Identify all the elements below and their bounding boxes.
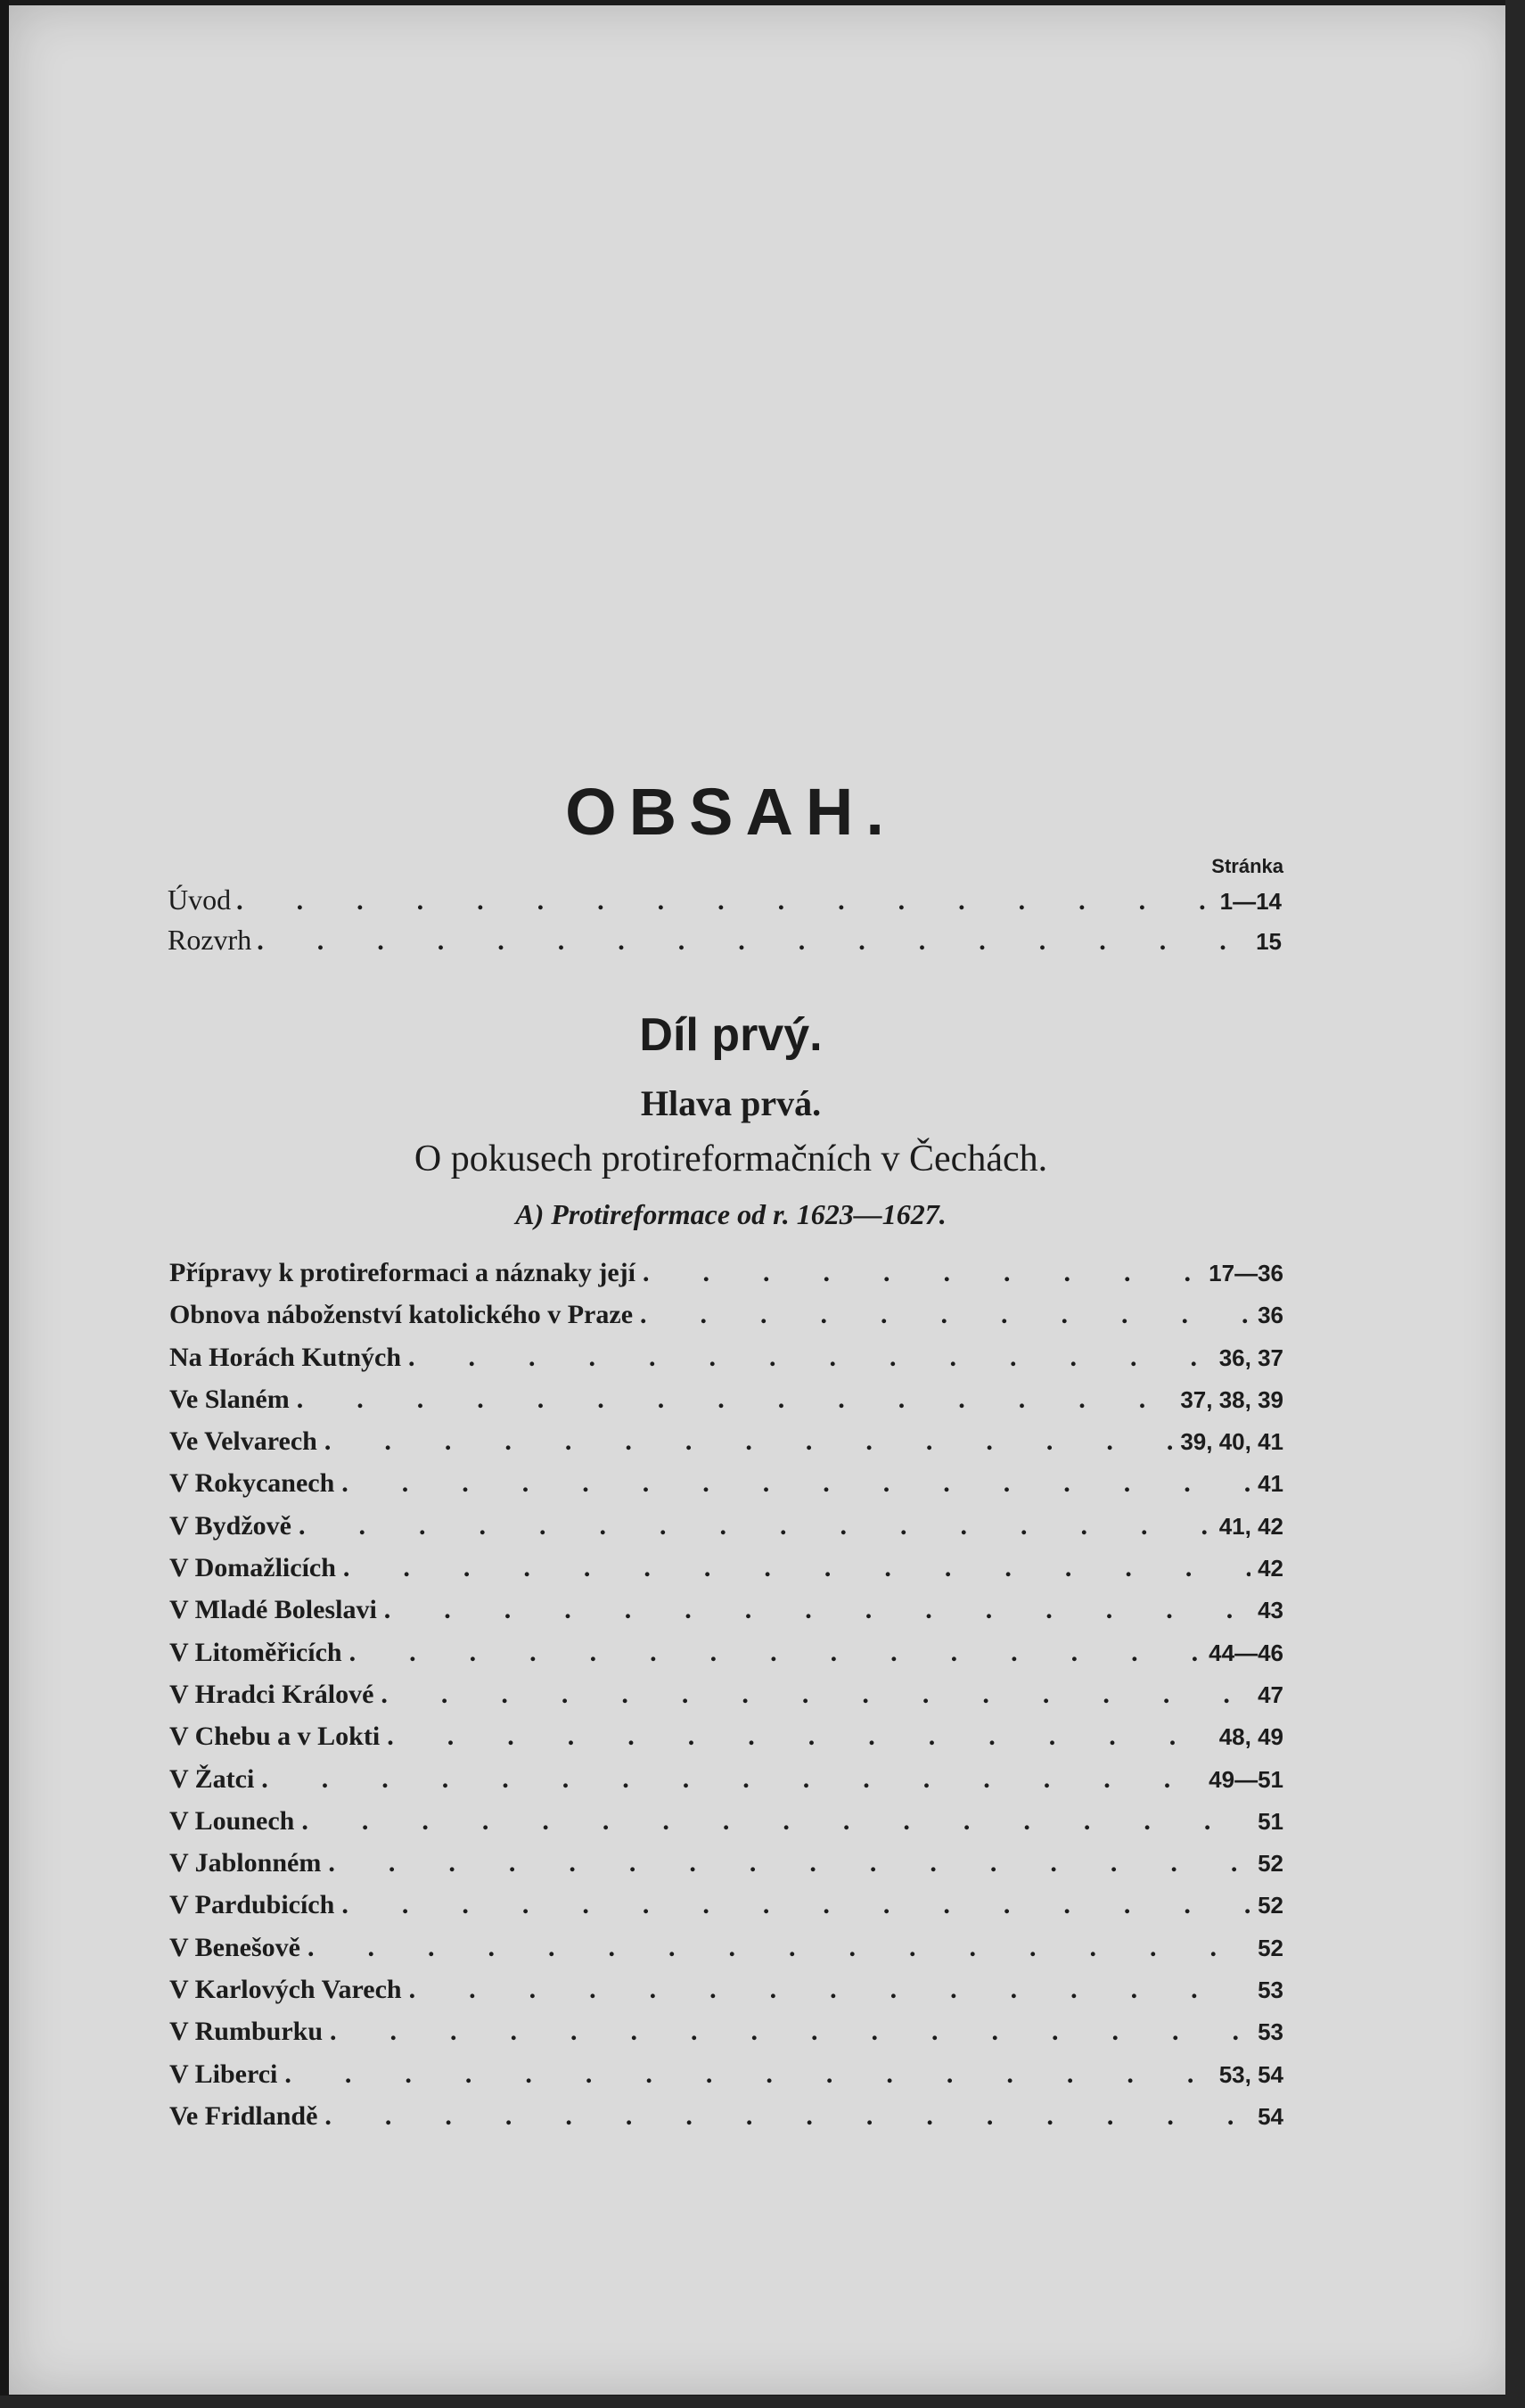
dot-leader: [236, 882, 1215, 919]
part-heading: Díl prvý.: [639, 1009, 823, 1061]
toc-entry-pages: 37, 38, 39: [1180, 1385, 1283, 1413]
toc-entry-label: Obnova náboženství katolického v Praze: [169, 1300, 634, 1330]
toc-entry: [169, 2010, 1283, 2052]
toc-entry-label: V Jablonném: [169, 1848, 322, 1878]
dot-leader: [381, 1673, 1250, 1715]
toc-entry: [169, 1631, 1283, 1673]
toc-entry-label: V Karlových Varech: [169, 1975, 402, 2005]
toc-entry: [169, 1758, 1283, 1800]
dot-leader: [330, 2010, 1250, 2052]
toc-entry-label: Ve Velvarech: [169, 1426, 317, 1457]
dot-leader: [349, 1631, 1202, 1673]
toc-intro-row: [168, 922, 1282, 957]
dot-leader: [299, 1505, 1212, 1547]
scan-border-right: [1505, 0, 1525, 2408]
toc-entry: [169, 1884, 1283, 1926]
dot-leader: [324, 2095, 1250, 2137]
toc-entry: [169, 1547, 1283, 1589]
toc-entry: [169, 1336, 1283, 1378]
toc-entry-label: V Rokycanech: [169, 1468, 335, 1499]
dot-leader: [341, 1884, 1250, 1926]
toc-entry: [169, 1927, 1283, 1968]
toc-entry: [169, 1842, 1283, 1884]
toc-entry: [169, 1420, 1283, 1462]
toc-entry-label: V Mladé Boleslavi: [169, 1595, 377, 1625]
dot-leader: [343, 1547, 1250, 1589]
dot-leader: [324, 1420, 1174, 1462]
toc-entry: [169, 1252, 1283, 1294]
chapter-heading: Hlava prvá.: [640, 1083, 822, 1123]
toc-entry: [169, 1673, 1283, 1715]
dot-leader: [640, 1294, 1250, 1335]
dot-leader: [643, 1252, 1201, 1294]
chapter-subtitle: O pokusech protireformačních v Čechách.: [414, 1138, 1048, 1179]
scan-border-left: [0, 0, 9, 2408]
toc-entry-pages: 47: [1258, 1681, 1283, 1708]
toc-entry-label: V Domažlicích: [169, 1553, 336, 1583]
toc-entry-pages: 53: [1258, 1977, 1283, 2004]
dot-leader: [301, 1800, 1250, 1842]
toc-intro-pages: 15: [1256, 928, 1282, 955]
toc-entry-pages: 36, 37: [1218, 1344, 1283, 1371]
toc-intro-pages: 1—14: [1219, 888, 1282, 915]
toc-entry: [169, 1715, 1283, 1757]
toc-entry-label: V Liberci: [169, 2059, 278, 2089]
toc-entry-pages: 52: [1258, 1850, 1283, 1878]
toc-intro-label: Úvod: [168, 883, 232, 916]
toc-entry-pages: 54: [1258, 2102, 1283, 2130]
toc-entry: [169, 1968, 1283, 2010]
toc-entry: [169, 1589, 1283, 1631]
toc-entry-label: V Bydžově: [169, 1510, 291, 1541]
dot-leader: [384, 1589, 1250, 1631]
toc-entry-label: V Litoměřicích: [169, 1637, 342, 1667]
toc-entry-label: V Hradci Králové: [169, 1679, 374, 1709]
toc-entry: [169, 1505, 1283, 1547]
page-title: OBSAH.: [565, 775, 897, 849]
toc-entry-label: V Pardubicích: [169, 1890, 335, 1920]
dot-leader: [257, 922, 1250, 959]
toc-entry-pages: 39, 40, 41: [1180, 1428, 1283, 1456]
section-heading: A) Protireformace od r. 1623—1627.: [515, 1198, 947, 1230]
toc-entry-pages: 53, 54: [1218, 2060, 1283, 2088]
toc-entry-pages: 44—46: [1209, 1639, 1283, 1666]
toc-entry: [169, 1800, 1283, 1842]
dot-leader: [408, 1336, 1212, 1378]
toc-entry-pages: 41, 42: [1218, 1512, 1283, 1540]
toc-entry-label: Přípravy k protireformaci a náznaky její: [169, 1258, 635, 1287]
toc-entry-label: V Rumburku: [169, 2017, 324, 2047]
dot-leader: [284, 2053, 1211, 2095]
toc-intro-row: [168, 882, 1282, 917]
page-column-header: Stránka: [1211, 855, 1283, 877]
toc-entry-pages: 51: [1258, 1807, 1283, 1835]
toc-entry-pages: 17—36: [1209, 1260, 1283, 1286]
toc-entry-label: V Benešově: [169, 1932, 300, 1962]
toc-entry-pages: 43: [1258, 1597, 1283, 1624]
toc-entry: [169, 2053, 1283, 2095]
dot-leader: [297, 1378, 1174, 1420]
toc-entry-pages: 49—51: [1209, 1765, 1283, 1793]
dot-leader: [387, 1715, 1212, 1757]
dot-leader: [409, 1968, 1251, 2010]
dot-leader: [307, 1927, 1250, 1968]
toc-entry-pages: 53: [1258, 2018, 1283, 2046]
scan-border-bottom: [0, 2396, 1525, 2408]
toc-entry-label: Ve Fridlandě: [169, 2100, 318, 2131]
toc-entry-pages: 41: [1258, 1470, 1283, 1498]
toc-entry: [169, 1462, 1283, 1504]
toc-entry-label: V Lounech: [169, 1805, 295, 1836]
book-page: [9, 5, 1515, 2395]
toc-entry-label: V Chebu a v Lokti: [169, 1722, 381, 1752]
toc-entry-pages: 42: [1258, 1555, 1283, 1582]
toc-entry-label: Na Horách Kutných: [169, 1342, 402, 1372]
toc-entry: [169, 1378, 1283, 1420]
toc-entry: [169, 1294, 1283, 1335]
toc-entries: [169, 1252, 1283, 2137]
dot-leader: [341, 1462, 1250, 1504]
toc-entry-label: Ve Slaném: [169, 1384, 290, 1414]
dot-leader: [261, 1758, 1201, 1800]
toc-entry-pages: 52: [1258, 1934, 1283, 1961]
toc-intro-label: Rozvrh: [168, 924, 252, 956]
toc-entry: [169, 2095, 1283, 2137]
toc-entry-pages: 52: [1258, 1892, 1283, 1919]
toc-entry-label: V Žatci: [169, 1763, 255, 1794]
toc-entry-pages: 48, 49: [1218, 1723, 1283, 1751]
toc-entry-pages: 36: [1258, 1302, 1283, 1329]
dot-leader: [328, 1842, 1250, 1884]
